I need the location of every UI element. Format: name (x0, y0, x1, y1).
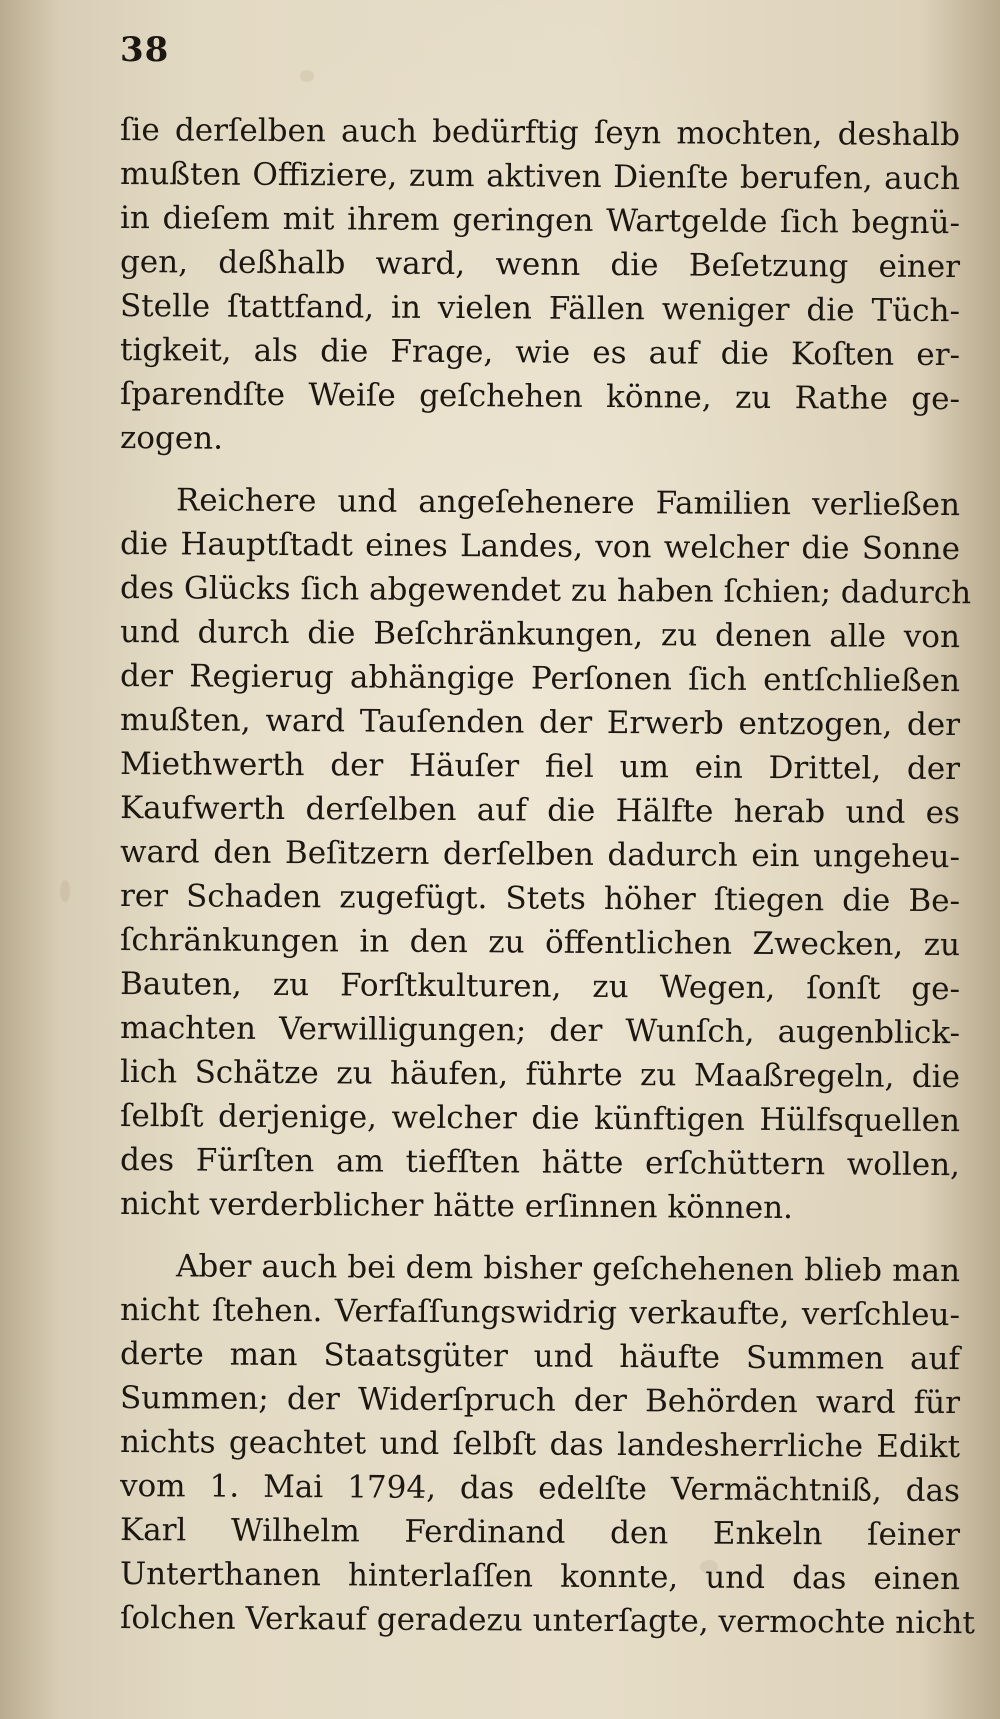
text-line: Reichere und angeſehenere Familien verließen (175, 482, 961, 524)
text-line: derte man Staatsgüter und häufte Summen auf (119, 1336, 961, 1378)
page-number: 38 (120, 30, 170, 70)
text-line: Karl Wilhelm Ferdinand den Enkeln ſeiner (119, 1512, 961, 1554)
text-line: die Hauptſtadt eines Landes, von welcher die Sonne (119, 526, 961, 568)
paragraph (119, 1244, 976, 1642)
text-line: vom 1. Mai 1794, das edelſte Vermächtniß, das (119, 1468, 961, 1510)
text-line: mußten Offiziere, zum aktiven Dienſte berufen, auch (119, 156, 961, 198)
text-line: nicht verderblicher hätte erſinnen können. (119, 1186, 794, 1227)
text-line: ſie derſelben auch bedürftig ſeyn mochten, deshalb (119, 112, 961, 154)
text-line: des Fürſten am tiefſten hätte erſchüttern wollen, (119, 1142, 961, 1184)
text-line: Miethwerth der Häuſer fiel um ein Drittel, der (119, 746, 961, 788)
paragraph (120, 108, 960, 460)
text-line: des Glücks ſich abgewendet zu haben ſchien; dadurch (119, 570, 972, 612)
text-line: mußten, ward Tauſenden der Erwerb entzogen, der (119, 702, 961, 744)
text-line: machten Verwilligungen; der Wunſch, augenblick- (119, 1010, 961, 1052)
text-line: Bauten, zu Forſtkulturen, zu Wegen, ſonſt ge- (119, 966, 961, 1008)
text-line: nichts geachtet und ſelbſt das landesherrliche Edikt (119, 1424, 961, 1466)
text-line: zogen. (119, 420, 224, 457)
text-line: rer Schaden zugefügt. Stets höher ſtiegen die Be- (119, 878, 961, 920)
text-line: nicht ſtehen. Verfaſſungswidrig verkaufte, verſchleu- (119, 1292, 961, 1334)
text-line: ſchränkungen in den zu öffentlichen Zwecken, zu (119, 922, 961, 964)
text-line: Kaufwerth derſelben auf die Hälfte herab und es (119, 790, 961, 832)
text-line: Stelle ſtattfand, in vielen Fällen weniger die Tüch- (119, 288, 961, 330)
text-line: lich Schätze zu häufen, führte zu Maaßregeln, die (119, 1054, 961, 1096)
text-line: gen, deßhalb ward, wenn die Beſetzung einer (119, 244, 961, 286)
body-text (119, 108, 976, 1642)
text-line: in dieſem mit ihrem geringen Wartgelde ſich begnü- (119, 200, 961, 242)
paper-stain (60, 880, 70, 902)
paragraph (119, 478, 972, 1227)
text-line: ward den Beſitzern derſelben dadurch ein ungeheu- (119, 834, 961, 876)
text-line: und durch die Beſchränkungen, zu denen alle von (119, 614, 961, 656)
text-line: ſelbſt derjenige, welcher die künftigen Hülfsquellen (119, 1098, 961, 1140)
text-line: tigkeit, als die Frage, wie es auf die Koſten er- (119, 332, 961, 374)
text-line: Summen; der Widerſpruch der Behörden ward für (119, 1380, 961, 1422)
text-line: Unterthanen hinterlaſſen konnte, und das einen (119, 1556, 961, 1598)
text-line: der Regierug abhängige Perſonen ſich entſchließen (119, 658, 961, 700)
text-line: ſolchen Verkauf geradezu unterſagte, vermochte nicht (119, 1600, 976, 1642)
paper-stain (300, 70, 314, 82)
text-line: ſparendſte Weiſe geſchehen könne, zu Rathe ge- (119, 376, 961, 418)
text-line: Aber auch bei dem bisher geſchehenen blieb man (175, 1248, 961, 1290)
